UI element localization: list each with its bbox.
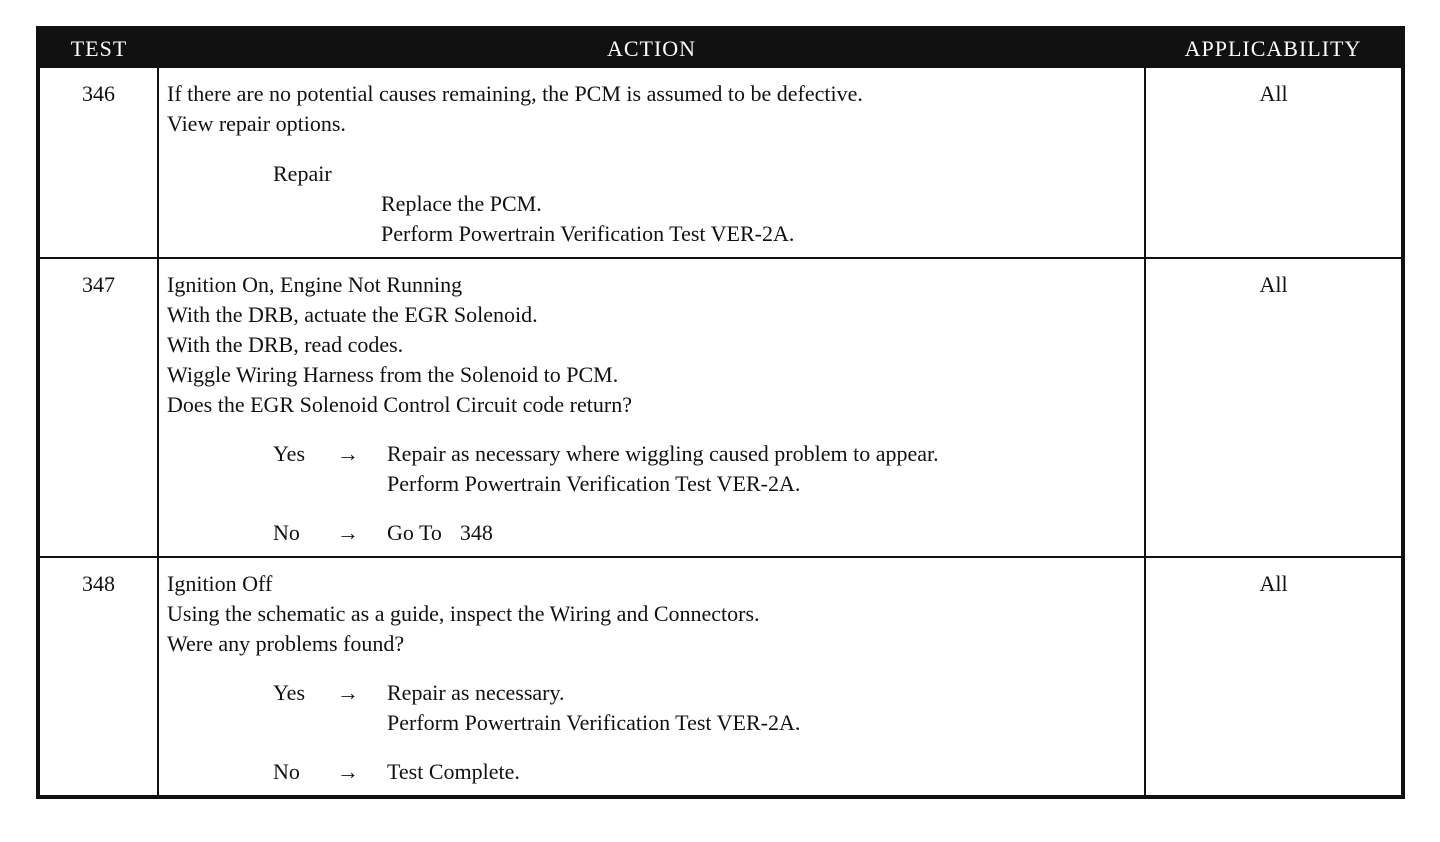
repair-label: Repair — [273, 161, 332, 186]
goto-text: Go To — [387, 520, 442, 545]
goto-test-link[interactable]: 348 — [459, 520, 493, 545]
action-cell — [158, 557, 1145, 797]
action-line: Ignition On, Engine Not Running — [167, 272, 463, 297]
yes-outcome — [387, 439, 1134, 499]
table-row — [38, 258, 1403, 557]
header-action: ACTION — [158, 28, 1145, 68]
no-outcome — [387, 518, 1134, 548]
action-line: Wiggle Wiring Harness from the Solenoid to PCM. — [167, 362, 619, 387]
action-line: Ignition Off — [167, 571, 273, 596]
outcome-line: Perform Powertrain Verification Test VER-2A. — [387, 471, 801, 496]
action-line: Were any problems found? — [167, 631, 405, 656]
yes-label: Yes — [273, 680, 306, 705]
repair-block — [167, 159, 1134, 189]
applicability-value: All — [1145, 68, 1403, 258]
yes-result — [273, 678, 1134, 738]
result-block — [167, 439, 1134, 548]
right-arrow-icon: → — [337, 520, 359, 545]
yes-label: Yes — [273, 441, 306, 466]
test-number: 346 — [38, 68, 158, 258]
test-number: 348 — [38, 557, 158, 797]
applicability-value: All — [1145, 557, 1403, 797]
yes-result — [273, 439, 1134, 499]
table-header-row — [38, 28, 1403, 68]
header-test: TEST — [38, 28, 158, 68]
table-row — [38, 68, 1403, 258]
action-cell — [158, 68, 1145, 258]
no-outcome: Test Complete. — [387, 759, 520, 784]
action-line: Using the schematic as a guide, inspect the Wiring and Connectors. — [167, 601, 760, 626]
action-line: If there are no potential causes remaining, the PCM is assumed to be defective. — [167, 81, 863, 106]
action-line: With the DRB, read codes. — [167, 332, 404, 357]
action-line: View repair options. — [167, 111, 346, 136]
no-label: No — [273, 520, 300, 545]
yes-outcome — [387, 678, 1134, 738]
action-cell — [158, 258, 1145, 557]
test-number: 347 — [38, 258, 158, 557]
outcome-line: Repair as necessary. — [387, 680, 565, 705]
outcome-line: Repair as necessary where wiggling caused problem to appear. — [387, 441, 939, 466]
applicability-value: All — [1145, 258, 1403, 557]
repair-step: Perform Powertrain Verification Test VER-2A. — [381, 221, 795, 246]
outcome-line: Perform Powertrain Verification Test VER-2A. — [387, 710, 801, 735]
right-arrow-icon: → — [337, 759, 359, 784]
action-line: Does the EGR Solenoid Control Circuit code return? — [167, 392, 632, 417]
diagnostic-test-table — [36, 26, 1405, 799]
repair-step: Replace the PCM. — [381, 191, 542, 216]
repair-steps — [167, 189, 1134, 249]
header-applicability: APPLICABILITY — [1145, 28, 1403, 68]
no-label: No — [273, 759, 300, 784]
right-arrow-icon: → — [337, 441, 359, 466]
result-block — [167, 678, 1134, 787]
no-result — [273, 757, 1134, 787]
action-line: With the DRB, actuate the EGR Solenoid. — [167, 302, 538, 327]
no-result — [273, 518, 1134, 548]
table-row — [38, 557, 1403, 797]
right-arrow-icon: → — [337, 680, 359, 705]
